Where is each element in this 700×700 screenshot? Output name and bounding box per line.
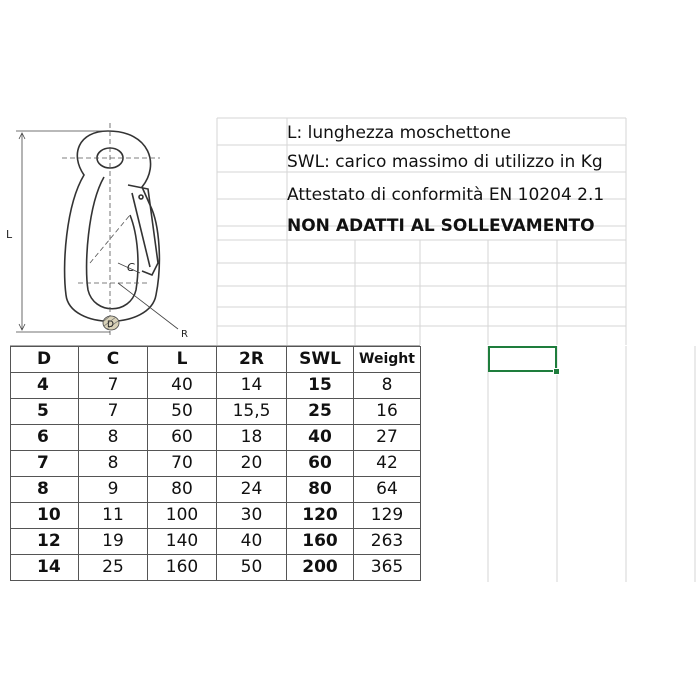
cell-d[interactable]: 10 bbox=[11, 503, 79, 529]
cell-d[interactable]: 12 bbox=[11, 529, 79, 555]
cell-weight[interactable]: 8 bbox=[354, 373, 421, 399]
cell-l[interactable]: 70 bbox=[148, 451, 217, 477]
cell-l[interactable]: 100 bbox=[148, 503, 217, 529]
cell-weight[interactable]: 64 bbox=[354, 477, 421, 503]
header-c[interactable]: C bbox=[79, 347, 148, 373]
dim-label-d: D bbox=[107, 320, 114, 330]
table-row bbox=[11, 555, 421, 581]
cell-d[interactable]: 4 bbox=[11, 373, 79, 399]
table-row bbox=[11, 373, 421, 399]
cell-l[interactable]: 160 bbox=[148, 555, 217, 581]
cell-d[interactable]: 14 bbox=[11, 555, 79, 581]
carabiner-drawing bbox=[0, 115, 215, 345]
cell-l[interactable]: 40 bbox=[148, 373, 217, 399]
fill-handle[interactable] bbox=[553, 368, 560, 375]
cell-d[interactable]: 6 bbox=[11, 425, 79, 451]
cell-2r[interactable]: 14 bbox=[217, 373, 287, 399]
table-row bbox=[11, 477, 421, 503]
cell-c[interactable]: 7 bbox=[79, 373, 148, 399]
cell-swl[interactable]: 15 bbox=[287, 373, 354, 399]
cell-swl[interactable]: 60 bbox=[287, 451, 354, 477]
table-row bbox=[11, 503, 421, 529]
dim-label-l: L bbox=[6, 228, 13, 241]
cell-l[interactable]: 50 bbox=[148, 399, 217, 425]
cell-l[interactable]: 80 bbox=[148, 477, 217, 503]
cell-2r[interactable]: 30 bbox=[217, 503, 287, 529]
table-row bbox=[11, 425, 421, 451]
cell-c[interactable]: 8 bbox=[79, 425, 148, 451]
table-header-row bbox=[11, 347, 421, 373]
cell-c[interactable]: 25 bbox=[79, 555, 148, 581]
cell-2r[interactable]: 18 bbox=[217, 425, 287, 451]
cell-d[interactable]: 7 bbox=[11, 451, 79, 477]
info-swl: SWL: carico massimo di utilizzo in Kg bbox=[287, 152, 603, 172]
cell-weight[interactable]: 42 bbox=[354, 451, 421, 477]
info-certificate: Attestato di conformità EN 10204 2.1 bbox=[287, 185, 605, 205]
info-length: L: lunghezza moschettone bbox=[287, 123, 511, 143]
info-warning: NON ADATTI AL SOLLEVAMENTO bbox=[287, 216, 595, 236]
cell-swl[interactable]: 200 bbox=[287, 555, 354, 581]
specs-table bbox=[10, 346, 421, 581]
table-row bbox=[11, 399, 421, 425]
cell-c[interactable]: 8 bbox=[79, 451, 148, 477]
cell-2r[interactable]: 40 bbox=[217, 529, 287, 555]
cell-d[interactable]: 5 bbox=[11, 399, 79, 425]
cell-l[interactable]: 140 bbox=[148, 529, 217, 555]
cell-weight[interactable]: 27 bbox=[354, 425, 421, 451]
header-swl[interactable]: SWL bbox=[287, 347, 354, 373]
table-row bbox=[11, 529, 421, 555]
cell-c[interactable]: 9 bbox=[79, 477, 148, 503]
cell-swl[interactable]: 160 bbox=[287, 529, 354, 555]
header-weight[interactable]: Weight bbox=[354, 347, 421, 373]
header-d[interactable]: D bbox=[11, 347, 79, 373]
cell-weight[interactable]: 129 bbox=[354, 503, 421, 529]
cell-weight[interactable]: 365 bbox=[354, 555, 421, 581]
dim-label-c: C bbox=[127, 261, 135, 274]
cell-swl[interactable]: 80 bbox=[287, 477, 354, 503]
header-2r[interactable]: 2R bbox=[217, 347, 287, 373]
cell-2r[interactable]: 24 bbox=[217, 477, 287, 503]
table-row bbox=[11, 451, 421, 477]
selected-cell[interactable] bbox=[488, 346, 557, 372]
cell-c[interactable]: 11 bbox=[79, 503, 148, 529]
cell-c[interactable]: 7 bbox=[79, 399, 148, 425]
cell-swl[interactable]: 25 bbox=[287, 399, 354, 425]
cell-swl[interactable]: 40 bbox=[287, 425, 354, 451]
dim-label-r: R bbox=[181, 329, 188, 340]
cell-swl[interactable]: 120 bbox=[287, 503, 354, 529]
cell-2r[interactable]: 15,5 bbox=[217, 399, 287, 425]
cell-2r[interactable]: 50 bbox=[217, 555, 287, 581]
cell-c[interactable]: 19 bbox=[79, 529, 148, 555]
cell-2r[interactable]: 20 bbox=[217, 451, 287, 477]
cell-weight[interactable]: 16 bbox=[354, 399, 421, 425]
header-l[interactable]: L bbox=[148, 347, 217, 373]
cell-l[interactable]: 60 bbox=[148, 425, 217, 451]
cell-weight[interactable]: 263 bbox=[354, 529, 421, 555]
cell-d[interactable]: 8 bbox=[11, 477, 79, 503]
